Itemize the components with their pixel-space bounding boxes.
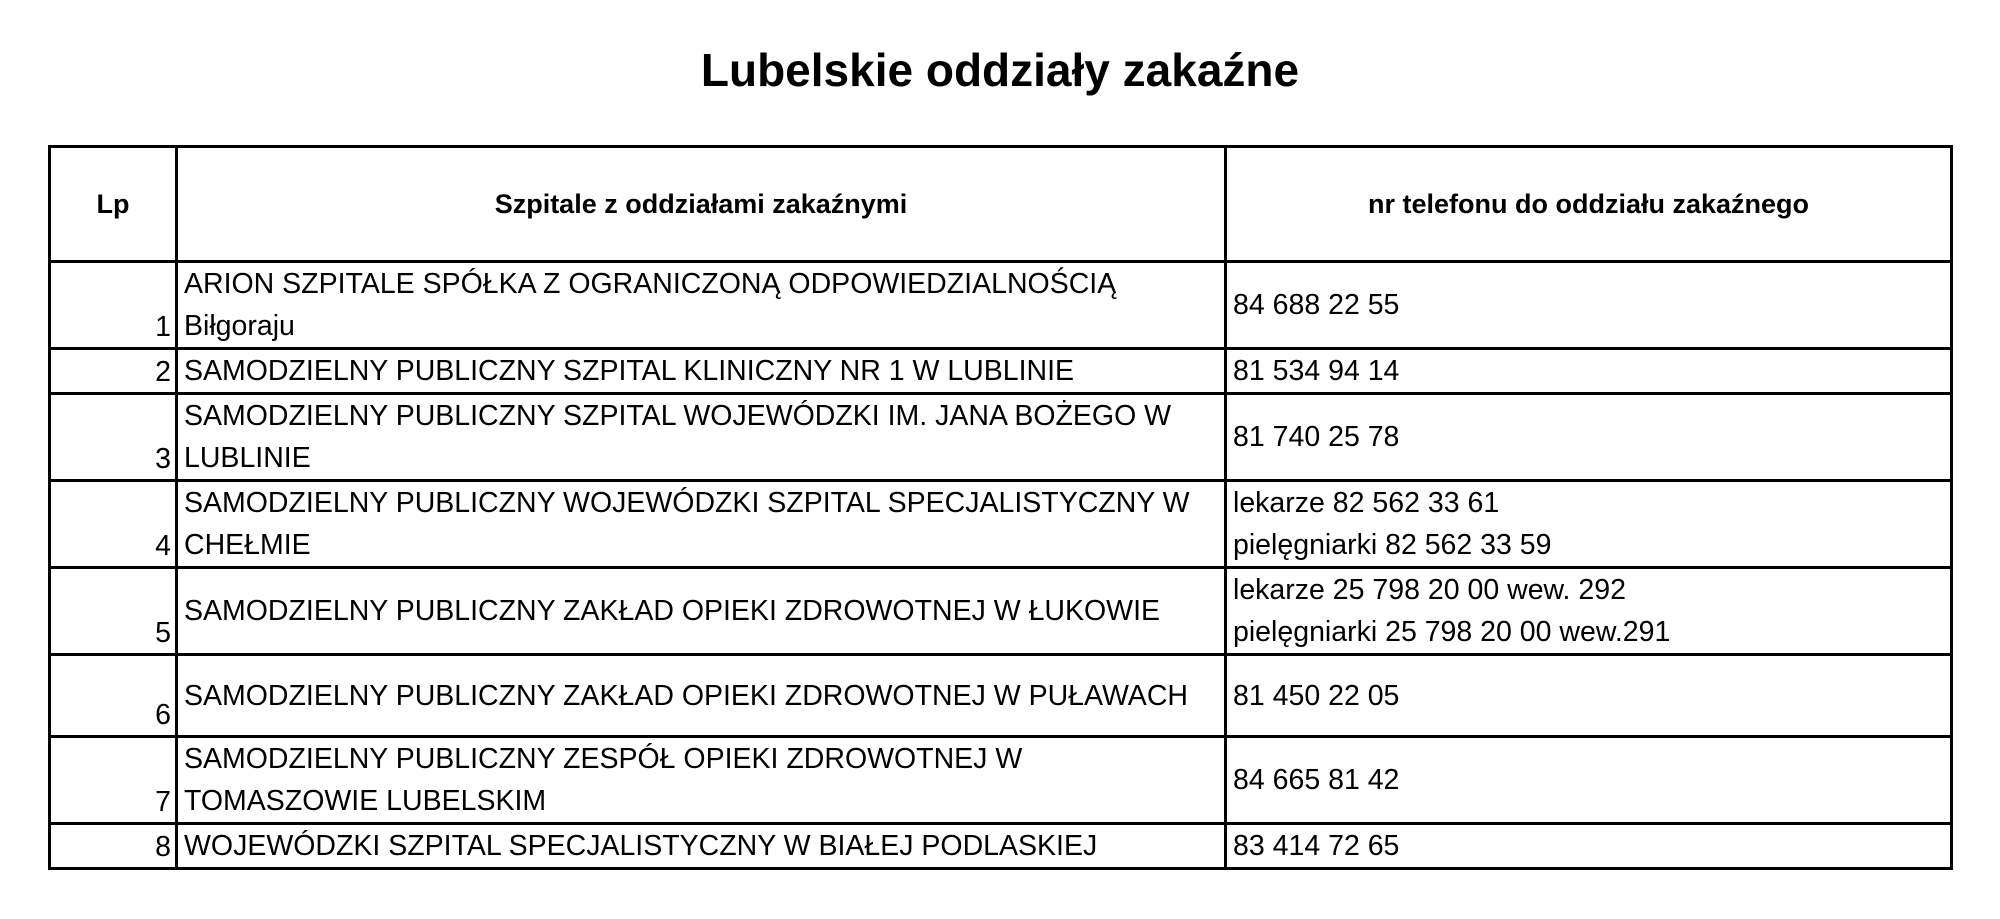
phone-number: 83 414 72 65: [1233, 830, 1400, 862]
hospital-name: SAMODZIELNY PUBLICZNY WOJEWÓDZKI SZPITAL SPECJALISTYCZNY W CHEŁMIE: [177, 481, 1226, 568]
row-number: 3: [50, 394, 177, 481]
phone-number-doctors: lekarze 82 562 33 61: [1233, 487, 1500, 519]
phone-cell: [1226, 262, 1952, 349]
phone-number: 81 740 25 78: [1233, 421, 1400, 453]
row-number: 7: [50, 737, 177, 824]
row-number: 8: [50, 824, 177, 869]
hospitals-table: [48, 145, 1953, 870]
hospital-name: SAMODZIELNY PUBLICZNY SZPITAL WOJEWÓDZKI IM. JANA BOŻEGO W LUBLINIE: [177, 394, 1226, 481]
table-row: [50, 481, 1952, 568]
row-number: 2: [50, 349, 177, 394]
phone-cell: [1226, 481, 1952, 568]
phone-cell: [1226, 655, 1952, 737]
table-row: [50, 568, 1952, 655]
column-header-hospital: Szpitale z oddziałami zakaźnymi: [177, 147, 1226, 262]
row-number: 5: [50, 568, 177, 655]
phone-cell: [1226, 737, 1952, 824]
hospital-name: SAMODZIELNY PUBLICZNY ZAKŁAD OPIEKI ZDROWOTNEJ W PUŁAWACH: [177, 655, 1226, 737]
row-number: 4: [50, 481, 177, 568]
phone-number: 84 688 22 55: [1233, 289, 1400, 321]
phone-number: 81 450 22 05: [1233, 679, 1400, 712]
row-number: 1: [50, 262, 177, 349]
phone-cell: [1226, 568, 1952, 655]
phone-number-nurses: pielęgniarki 25 798 20 00 wew.291: [1233, 616, 1671, 648]
phone-number: 81 534 94 14: [1233, 355, 1400, 387]
hospital-name: ARION SZPITALE SPÓŁKA Z OGRANICZONĄ ODPOWIEDZIALNOŚCIĄ Biłgoraju: [177, 262, 1226, 349]
phone-cell: [1226, 824, 1952, 869]
hospital-name: SAMODZIELNY PUBLICZNY SZPITAL KLINICZNY NR 1 W LUBLINIE: [177, 349, 1226, 394]
table-row: [50, 655, 1952, 737]
phone-cell: [1226, 349, 1952, 394]
hospital-name: SAMODZIELNY PUBLICZNY ZAKŁAD OPIEKI ZDROWOTNEJ W ŁUKOWIE: [177, 568, 1226, 655]
row-number: 6: [50, 655, 177, 737]
phone-number: 84 665 81 42: [1233, 764, 1400, 796]
table-header-row: [50, 147, 1952, 262]
table-row: [50, 349, 1952, 394]
table-row: [50, 737, 1952, 824]
phone-number-nurses: pielęgniarki 82 562 33 59: [1233, 529, 1552, 561]
table-row: [50, 262, 1952, 349]
hospital-name: SAMODZIELNY PUBLICZNY ZESPÓŁ OPIEKI ZDROWOTNEJ W TOMASZOWIE LUBELSKIM: [177, 737, 1226, 824]
column-header-lp: Lp: [50, 147, 177, 262]
hospital-name: WOJEWÓDZKI SZPITAL SPECJALISTYCZNY W BIAŁEJ PODLASKIEJ: [177, 824, 1226, 869]
page-title: Lubelskie oddziały zakaźne: [700, 44, 1300, 96]
table-row: [50, 394, 1952, 481]
table-row: [50, 824, 1952, 869]
phone-cell: [1226, 394, 1952, 481]
phone-number-doctors: lekarze 25 798 20 00 wew. 292: [1233, 574, 1626, 606]
column-header-phone: nr telefonu do oddziału zakaźnego: [1226, 147, 1952, 262]
